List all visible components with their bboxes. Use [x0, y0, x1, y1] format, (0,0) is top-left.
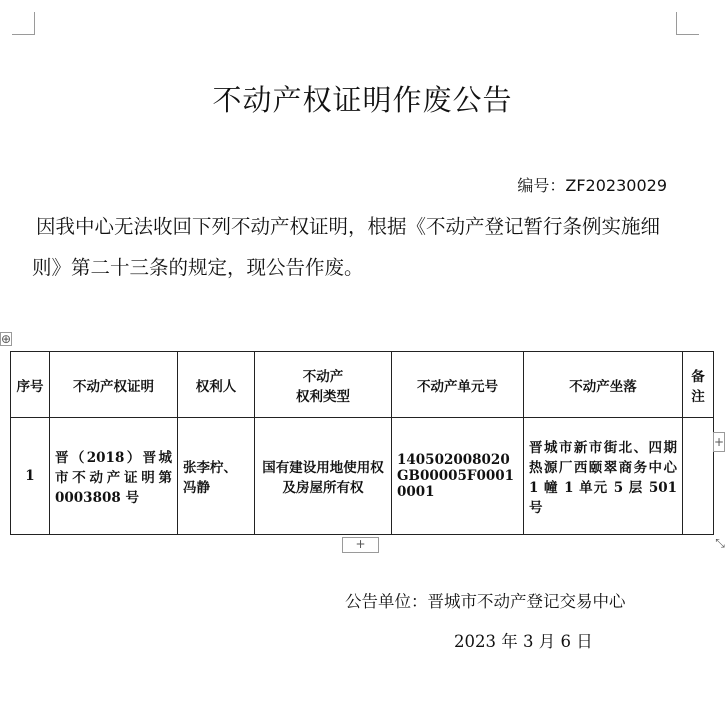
header-remark: 备注	[683, 352, 714, 418]
header-type	[255, 352, 392, 418]
document-number: 编号：ZF20230029	[517, 176, 667, 195]
cell-location: 晋城市新市街北、四期热源厂西颐翠商务中心 1 幢 1 单元 5 层 501 号	[524, 418, 683, 535]
header-cert: 不动产权证明	[50, 352, 178, 418]
document-title: 不动产权证明作废公告	[212, 83, 513, 117]
table-header-row	[11, 352, 714, 418]
header-type-line2: 权利类型	[296, 388, 350, 405]
cell-remark	[683, 418, 714, 535]
cell-seq: 1	[11, 418, 50, 535]
header-owner: 权利人	[178, 352, 255, 418]
add-column-button[interactable]: +	[713, 432, 725, 452]
header-unit: 不动产单元号	[392, 352, 524, 418]
page-corner-mark-top-left	[12, 12, 35, 35]
cell-cert: 晋（2018）晋城市不动产证明第0003808 号	[50, 418, 178, 535]
cell-unit: 140502008020GB00005F00010001	[392, 418, 524, 535]
certificate-table	[10, 351, 714, 535]
table-row	[11, 418, 714, 535]
header-location: 不动产坐落	[524, 352, 683, 418]
header-type-line1: 不动产	[302, 368, 344, 385]
issuer-line: 公告单位：晋城市不动产登记交易中心	[345, 592, 626, 611]
cell-owner: 张李柠、冯静	[178, 418, 255, 535]
table-resize-handle-icon[interactable]: ⤡	[715, 536, 725, 550]
table-move-handle-icon[interactable]: ⊕	[1, 332, 12, 346]
header-seq: 序号	[11, 352, 50, 418]
cell-type: 国有建设用地使用权及房屋所有权	[255, 418, 392, 535]
page-corner-mark-top-right	[676, 12, 699, 35]
issue-date: 2023 年 3 月 6 日	[454, 632, 593, 651]
announcement-body: 因我中心无法收回下列不动产权证明，根据《不动产登记暂行条例实施细则》第二十三条的规定，现公告作废。	[32, 215, 661, 279]
add-row-button[interactable]: +	[342, 537, 379, 553]
